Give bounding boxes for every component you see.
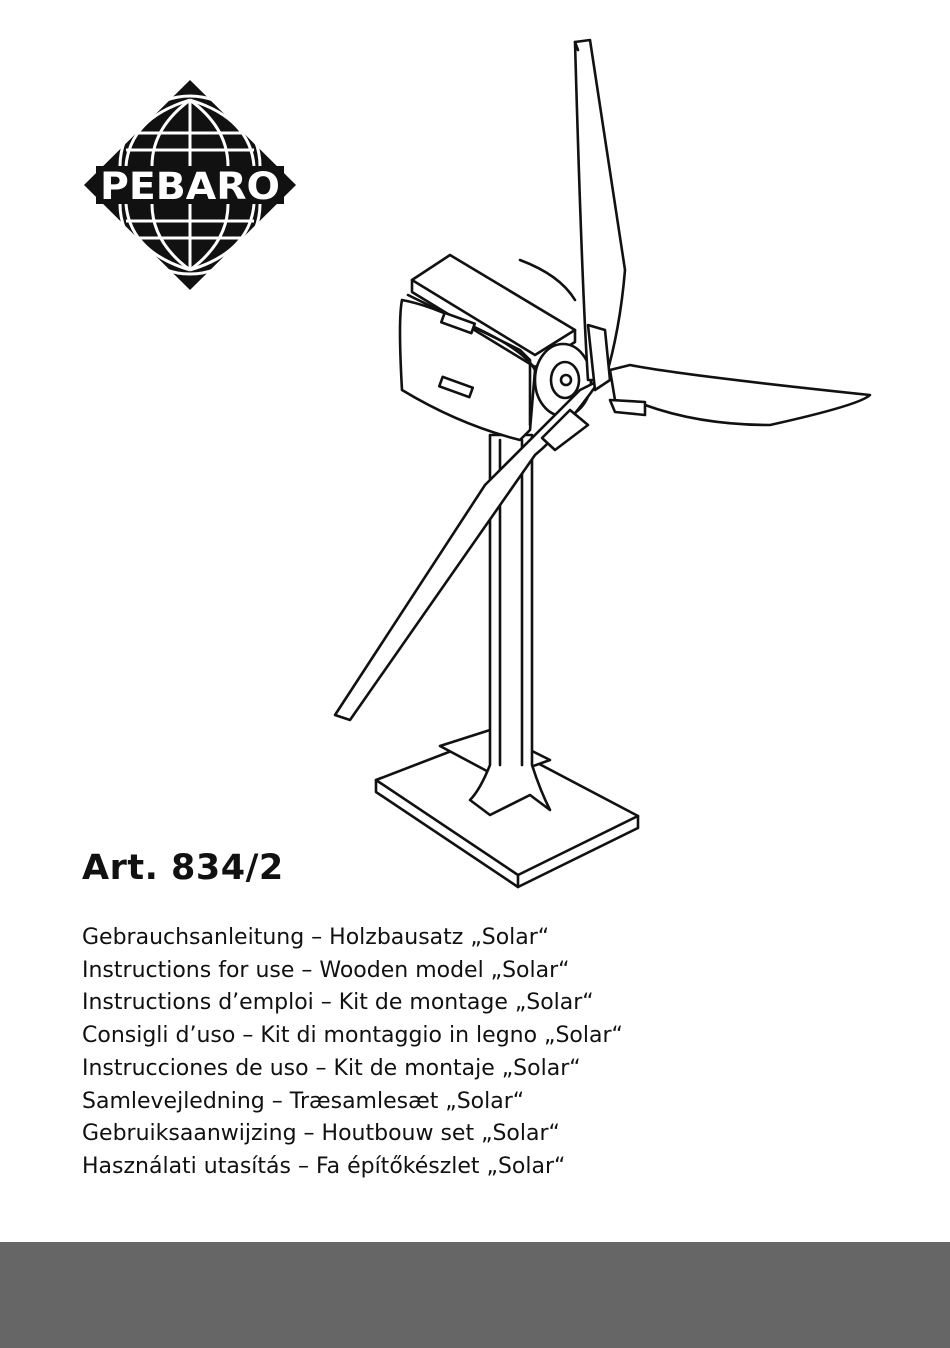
- wind-turbine-illustration: [320, 30, 880, 890]
- title-italian: Consigli d’uso – Kit di montaggio in legno „Solar“: [82, 1023, 623, 1049]
- title-hungarian: Használati utasítás – Fa építőkészlet „Solar“: [82, 1153, 566, 1179]
- title-spanish: Instrucciones de uso – Kit de montaje „Solar“: [82, 1055, 581, 1081]
- title-english: Instructions for use – Wooden model „Solar“: [82, 957, 570, 983]
- title-french: Instructions d’emploi – Kit de montage „Solar“: [82, 990, 594, 1016]
- logo-wordmark: PEBARO: [100, 165, 280, 208]
- title-dutch: Gebruiksaanwijzing – Houtbouw set „Solar“: [82, 1121, 560, 1147]
- footer-band: [0, 1242, 950, 1348]
- instruction-titles-list: [82, 922, 623, 1184]
- pebaro-logo: [80, 78, 300, 293]
- article-number: Art. 834/2: [82, 848, 284, 888]
- title-danish: Samlevejledning – Træsamlesæt „Solar“: [82, 1088, 525, 1114]
- title-german: Gebrauchsanleitung – Holzbausatz „Solar“: [82, 925, 550, 950]
